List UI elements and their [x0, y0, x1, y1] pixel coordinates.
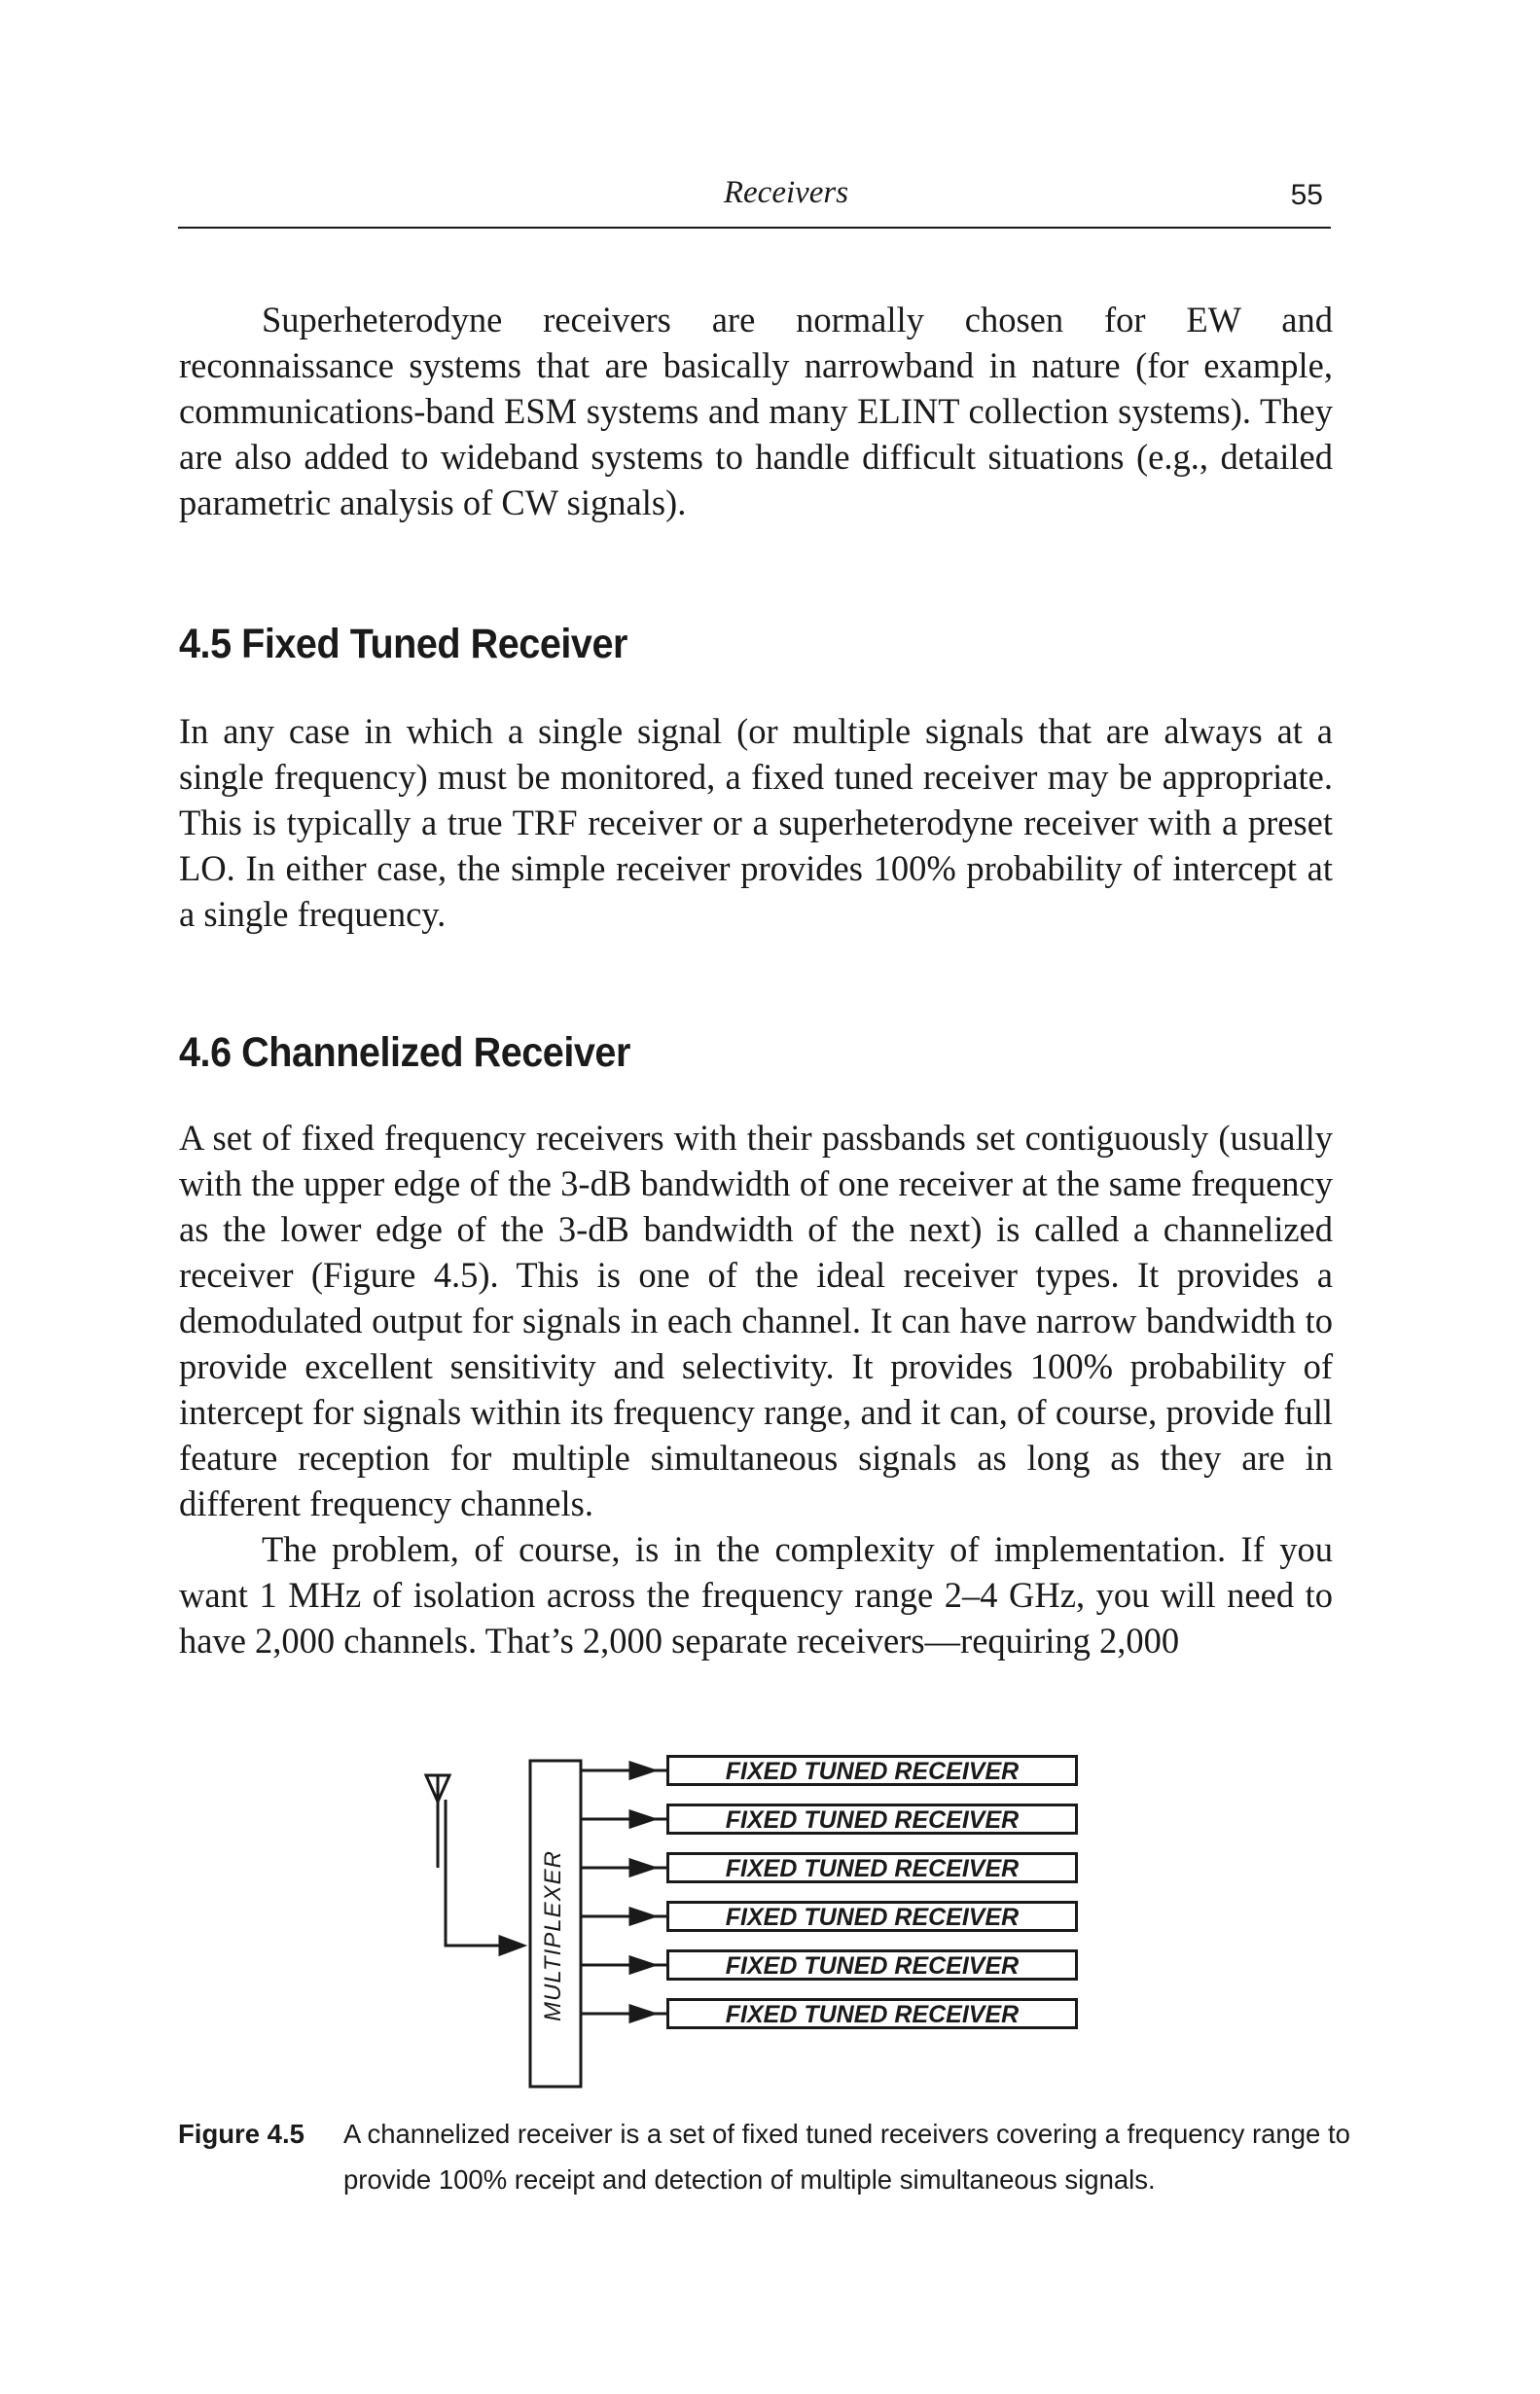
running-title: Receivers	[723, 175, 849, 210]
receiver-ticks	[654, 1770, 666, 2014]
running-head	[0, 175, 1540, 224]
receiver-box: FIXED TUNED RECEIVER	[666, 1901, 1078, 1932]
section-4-5-paragraph: In any case in which a single signal (or multiple signals that are always at a single frequency) must be monitored, a fixed tuned receiver may be appropriate. This is typically a true TRF receiver or a superheterodyne receiver with a preset LO. In either case, the simple receiver provides 100% probability of intercept at a single frequency.	[179, 711, 1333, 934]
caption-label: Figure 4.5	[178, 2119, 304, 2149]
intro-paragraph: Superheterodyne receivers are normally chosen for EW and reconnaissance systems that are basically narrowband in nature (for example, communications-band ESM systems and many ELINT collection systems). They are also added to wideband systems to handle difficult situations (e.g., detailed parametric analysis of CW signals).	[179, 300, 1333, 522]
section-4-6-paragraph-2: The problem, of course, is in the complexity of implementation. If you want 1 MHz of isolation across the frequency range 2–4 GHz, you will need to have 2,000 channels. That’s 2,000 separate receivers—requiring 2,000	[179, 1529, 1333, 1661]
receiver-box: FIXED TUNED RECEIVER	[666, 1949, 1078, 1981]
header-rule	[178, 227, 1331, 229]
section-heading-4-5: 4.5 Fixed Tuned Receiver	[179, 621, 627, 667]
figure-4-5	[409, 1741, 1109, 2096]
receiver-box: FIXED TUNED RECEIVER	[666, 1998, 1078, 2029]
intro-text-block	[179, 297, 1333, 525]
receiver-box: FIXED TUNED RECEIVER	[666, 1852, 1078, 1883]
section-4-6-text-block	[179, 1115, 1333, 1663]
multiplexer-label: MULTIPLEXER	[540, 1850, 566, 2021]
receiver-box: FIXED TUNED RECEIVER	[666, 1755, 1078, 1786]
caption-text: A channelized receiver is a set of fixed tuned receivers covering a frequency range to provide 100% receipt and detection of multiple simultaneous signals.	[343, 2119, 1350, 2195]
feed-line	[446, 1800, 523, 1954]
page-number: 55	[1290, 179, 1323, 211]
receiver-box: FIXED TUNED RECEIVER	[666, 1804, 1078, 1835]
section-4-6-paragraph-1: A set of fixed frequency receivers with their passbands set contiguously (usually with the upper edge of the 3-dB bandwidth of one receiver at the same frequency as the lower edge of the 3-dB bandwidth of the next) is called a channelized receiver (Figure 4.5). This is one of the ideal receiver types. It provides a demodulated output for signals in each channel. It can have narrow bandwidth to provide excellent sensitivity and selectivity. It provides 100% probability of intercept for signals within its frequency range, and it can, of course, provide full feature reception for multiple simultaneous signals as long as they are in different frequency channels.	[179, 1118, 1333, 1523]
output-arrows	[581, 1763, 654, 2021]
section-heading-4-6: 4.6 Channelized Receiver	[179, 1029, 630, 1076]
section-4-5-text-block	[179, 708, 1333, 937]
